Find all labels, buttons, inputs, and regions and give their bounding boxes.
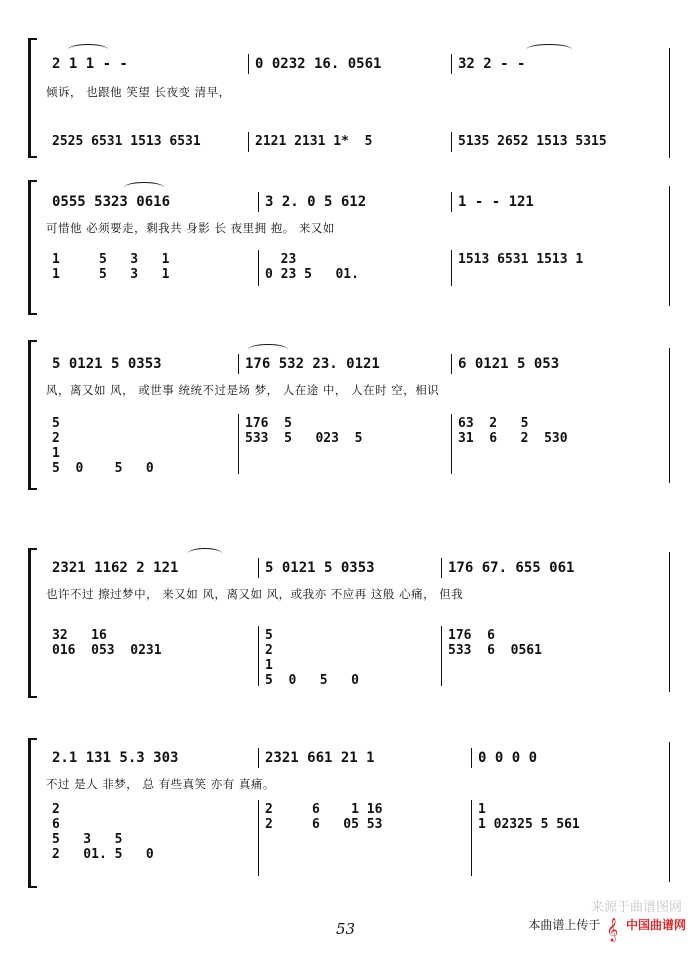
melody-measure: 176 67. 655 061: [448, 560, 575, 576]
melody-measure: 2321 661 21 1: [265, 750, 375, 766]
slur-mark: [68, 44, 108, 55]
melody-line: [46, 356, 670, 374]
system-end-line: [669, 186, 671, 306]
melody-measure: 0 0 0 0: [478, 750, 538, 766]
slur-mark: [526, 44, 572, 55]
source-watermark: 来源于曲谱图网: [590, 900, 682, 915]
accompaniment-measure: 1 1 02325 5 561: [478, 802, 580, 832]
score-system-5: [28, 738, 670, 888]
slur-mark: [248, 344, 288, 355]
accompaniment-measure: 176 5 533 5 023 5: [245, 416, 363, 446]
melody-line: [46, 56, 670, 74]
slur-mark: [188, 548, 222, 559]
accompaniment-measure: 23 0 23 5 01.: [265, 252, 359, 282]
accompaniment-measure: 176 6 533 6 0561: [448, 628, 542, 658]
accompaniment-line: [46, 802, 670, 876]
lyric-line: 不过 是人 非梦， 总 有些真笑 亦有 真痛。: [46, 777, 275, 791]
system-end-line: [669, 48, 671, 158]
melody-measure: 0555 5323 0616: [52, 194, 171, 210]
system-bracket: [28, 738, 37, 888]
score-system-4: [28, 548, 670, 698]
slur-mark: [124, 182, 164, 193]
accompaniment-measure: 2121 2131 1* 5: [255, 134, 373, 149]
accompaniment-line: [46, 252, 670, 286]
accompaniment-measure: 1 5 3 1 1 5 3 1: [52, 252, 170, 282]
system-bracket: [28, 548, 37, 698]
melody-measure: 2 1 1 - -: [52, 56, 128, 72]
melody-line: [46, 194, 670, 212]
treble-clef-icon: 𝄞: [606, 916, 619, 941]
accompaniment-line: [46, 416, 670, 476]
melody-measure: 1 - - 121: [458, 194, 534, 210]
accompaniment-measure: 5 2 1 5 0 5 0: [265, 628, 359, 688]
accompaniment-measure: 1513 6531 1513 1: [458, 252, 584, 267]
system-end-line: [669, 348, 671, 483]
melody-line: [46, 750, 670, 768]
melody-measure: 5 0121 5 0353: [265, 560, 375, 576]
accompaniment-measure: 2 6 1 16 2 6 05 53: [265, 802, 383, 832]
melody-measure: 5 0121 5 0353: [52, 356, 162, 372]
melody-measure: 3 2. 0 5 612: [265, 194, 367, 210]
score-system-1: [28, 38, 670, 158]
lyric-line: 可惜他 必须要走，剩我共 身影 长 夜里拥 抱。 来又如: [46, 221, 335, 235]
melody-measure: 2.1 131 5.3 303: [52, 750, 179, 766]
system-bracket: [28, 340, 37, 490]
accompaniment-line: [46, 134, 670, 152]
melody-measure: 32 2 - -: [458, 56, 526, 72]
accompaniment-line: [46, 628, 670, 688]
score-system-2: [28, 180, 670, 315]
system-end-line: [669, 742, 671, 882]
page-number: 53: [336, 920, 356, 938]
melody-measure: 0 0232 16. 0561: [255, 56, 382, 72]
melody-line: [46, 560, 670, 578]
accompaniment-measure: 5 2 1 5 0 5 0: [52, 416, 154, 476]
source-credit: [528, 916, 686, 941]
system-bracket: [28, 38, 37, 158]
accompaniment-measure: 63 2 5 31 6 2 530: [458, 416, 568, 446]
system-bracket: [28, 180, 37, 315]
accompaniment-measure: 32 16 016 053 0231: [52, 628, 162, 658]
lyric-line: 也许不过 擦过梦中， 来又如 风，离又如 风，或我亦 不应再 这般 心痛， 但我: [46, 587, 464, 601]
source-credit-prefix: 本曲谱上传于: [528, 918, 601, 932]
system-end-line: [669, 552, 671, 692]
accompaniment-measure: 2 6 5 3 5 2 01. 5 0: [52, 802, 154, 862]
melody-measure: 2321 1162 2 121: [52, 560, 179, 576]
melody-measure: 176 532 23. 0121: [245, 356, 380, 372]
melody-measure: 6 0121 5 053: [458, 356, 560, 372]
source-site-name: 中国曲谱网: [625, 918, 686, 932]
lyric-line: 倾诉， 也跟他 笑望 长夜变 清早，: [46, 85, 231, 99]
lyric-line: 风，离又如 风， 或世事 统统不过是场 梦， 人在途 中， 人在时 空，相识: [46, 383, 440, 397]
accompaniment-measure: 5135 2652 1513 5315: [458, 134, 607, 149]
score-system-3: [28, 340, 670, 490]
accompaniment-measure: 2525 6531 1513 6531: [52, 134, 201, 149]
